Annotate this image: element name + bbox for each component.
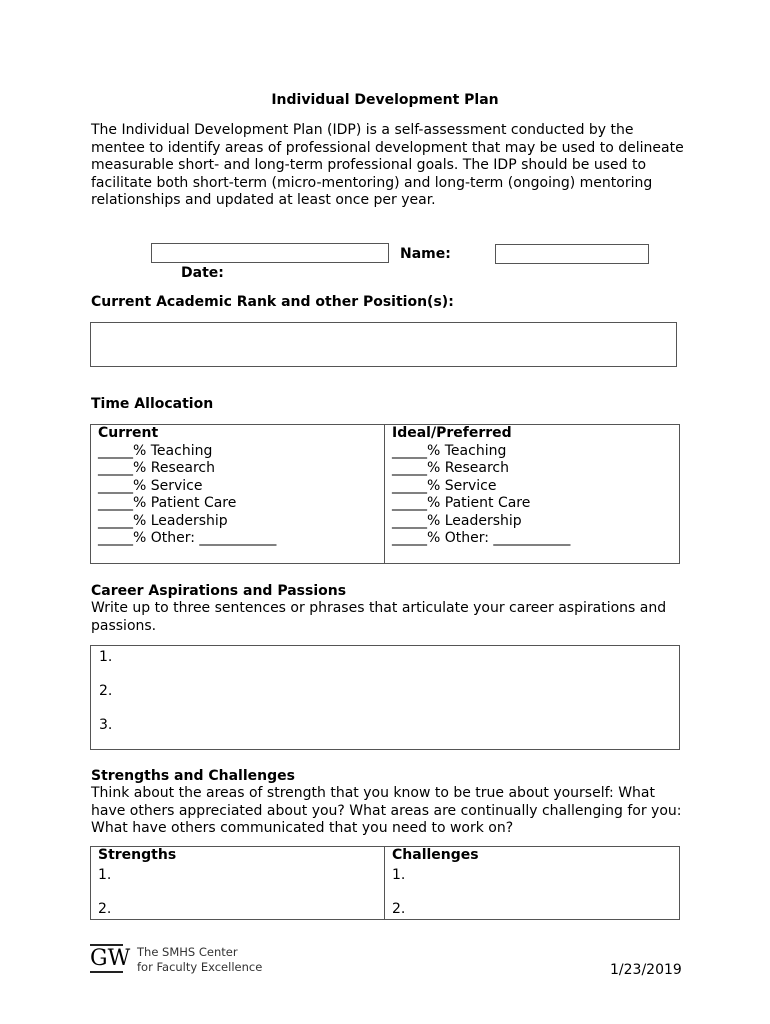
career-item: 2. bbox=[99, 683, 113, 699]
strength-item: 1. bbox=[98, 866, 112, 883]
current-column bbox=[91, 425, 385, 564]
challenge-item: 1. bbox=[392, 866, 406, 883]
strengths-text: Think about the areas of strength that you know to be true about yourself: What have others appreciated about you? What areas are continually challenging for you: What have others communicated that you need to work on? bbox=[91, 785, 682, 836]
page-title: Individual Development Plan bbox=[271, 92, 499, 108]
current-header: Current bbox=[98, 425, 159, 441]
ideal-row: _____% Service bbox=[392, 477, 497, 494]
career-box[interactable] bbox=[90, 645, 680, 750]
center-name-line1: The SMHS Center bbox=[137, 945, 238, 959]
gw-logo-mark: GW bbox=[90, 946, 131, 971]
current-row: _____% Research bbox=[98, 460, 215, 476]
intro-paragraph: The Individual Development Plan (IDP) is a self-assessment conducted by the mentee to identify areas of professional development that may be used to delineate measurable short- and long-term professional goals. The IDP should be used to facilitate both short-term (micro-mentoring) and long-term (ongoing) mentoring relationships and updated at least once per year. bbox=[91, 122, 684, 208]
ideal-header: Ideal/Preferred bbox=[392, 425, 512, 441]
ideal-row: _____% Patient Care bbox=[392, 495, 531, 511]
challenges-header: Challenges bbox=[392, 847, 479, 863]
logo-rule-bottom bbox=[90, 971, 123, 973]
ideal-column bbox=[385, 425, 680, 564]
career-item: 3. bbox=[99, 717, 113, 733]
logo-rule-top bbox=[90, 944, 123, 946]
career-text: Write up to three sentences or phrases that articulate your career aspirations and passions. bbox=[91, 600, 667, 634]
gw-logo bbox=[90, 946, 131, 971]
strengths-header: Strengths bbox=[98, 847, 177, 863]
ideal-row: _____% Research bbox=[392, 460, 509, 476]
center-name-line2: for Faculty Excellence bbox=[137, 960, 263, 974]
date-label: Date: bbox=[181, 265, 224, 281]
ideal-row: _____% Leadership bbox=[392, 512, 522, 529]
center-name bbox=[137, 945, 262, 975]
name-label: Name: bbox=[400, 246, 451, 262]
strengths-heading: Strengths and Challenges bbox=[91, 768, 295, 784]
current-row: _____% Other: ___________ bbox=[98, 530, 277, 546]
ideal-row: _____% Teaching bbox=[392, 442, 507, 459]
ideal-row: _____% Other: ___________ bbox=[392, 530, 571, 546]
time-allocation-heading: Time Allocation bbox=[91, 396, 214, 412]
strength-item: 2. bbox=[98, 901, 112, 917]
rank-input[interactable] bbox=[90, 322, 677, 367]
strengths-table bbox=[90, 846, 680, 920]
footer-date: 1/23/2019 bbox=[610, 962, 682, 978]
current-row: _____% Teaching bbox=[98, 442, 213, 459]
challenges-column bbox=[385, 847, 680, 920]
career-heading: Career Aspirations and Passions bbox=[91, 583, 347, 599]
current-row: _____% Leadership bbox=[98, 512, 228, 529]
current-row: _____% Service bbox=[98, 477, 203, 494]
current-row: _____% Patient Care bbox=[98, 495, 237, 511]
rank-label: Current Academic Rank and other Position(s): bbox=[91, 294, 454, 310]
name-input[interactable] bbox=[495, 244, 649, 264]
time-allocation-table bbox=[90, 424, 680, 564]
strengths-column bbox=[91, 847, 385, 920]
date-input[interactable] bbox=[151, 243, 389, 263]
challenge-item: 2. bbox=[392, 901, 406, 917]
career-item: 1. bbox=[99, 649, 113, 665]
